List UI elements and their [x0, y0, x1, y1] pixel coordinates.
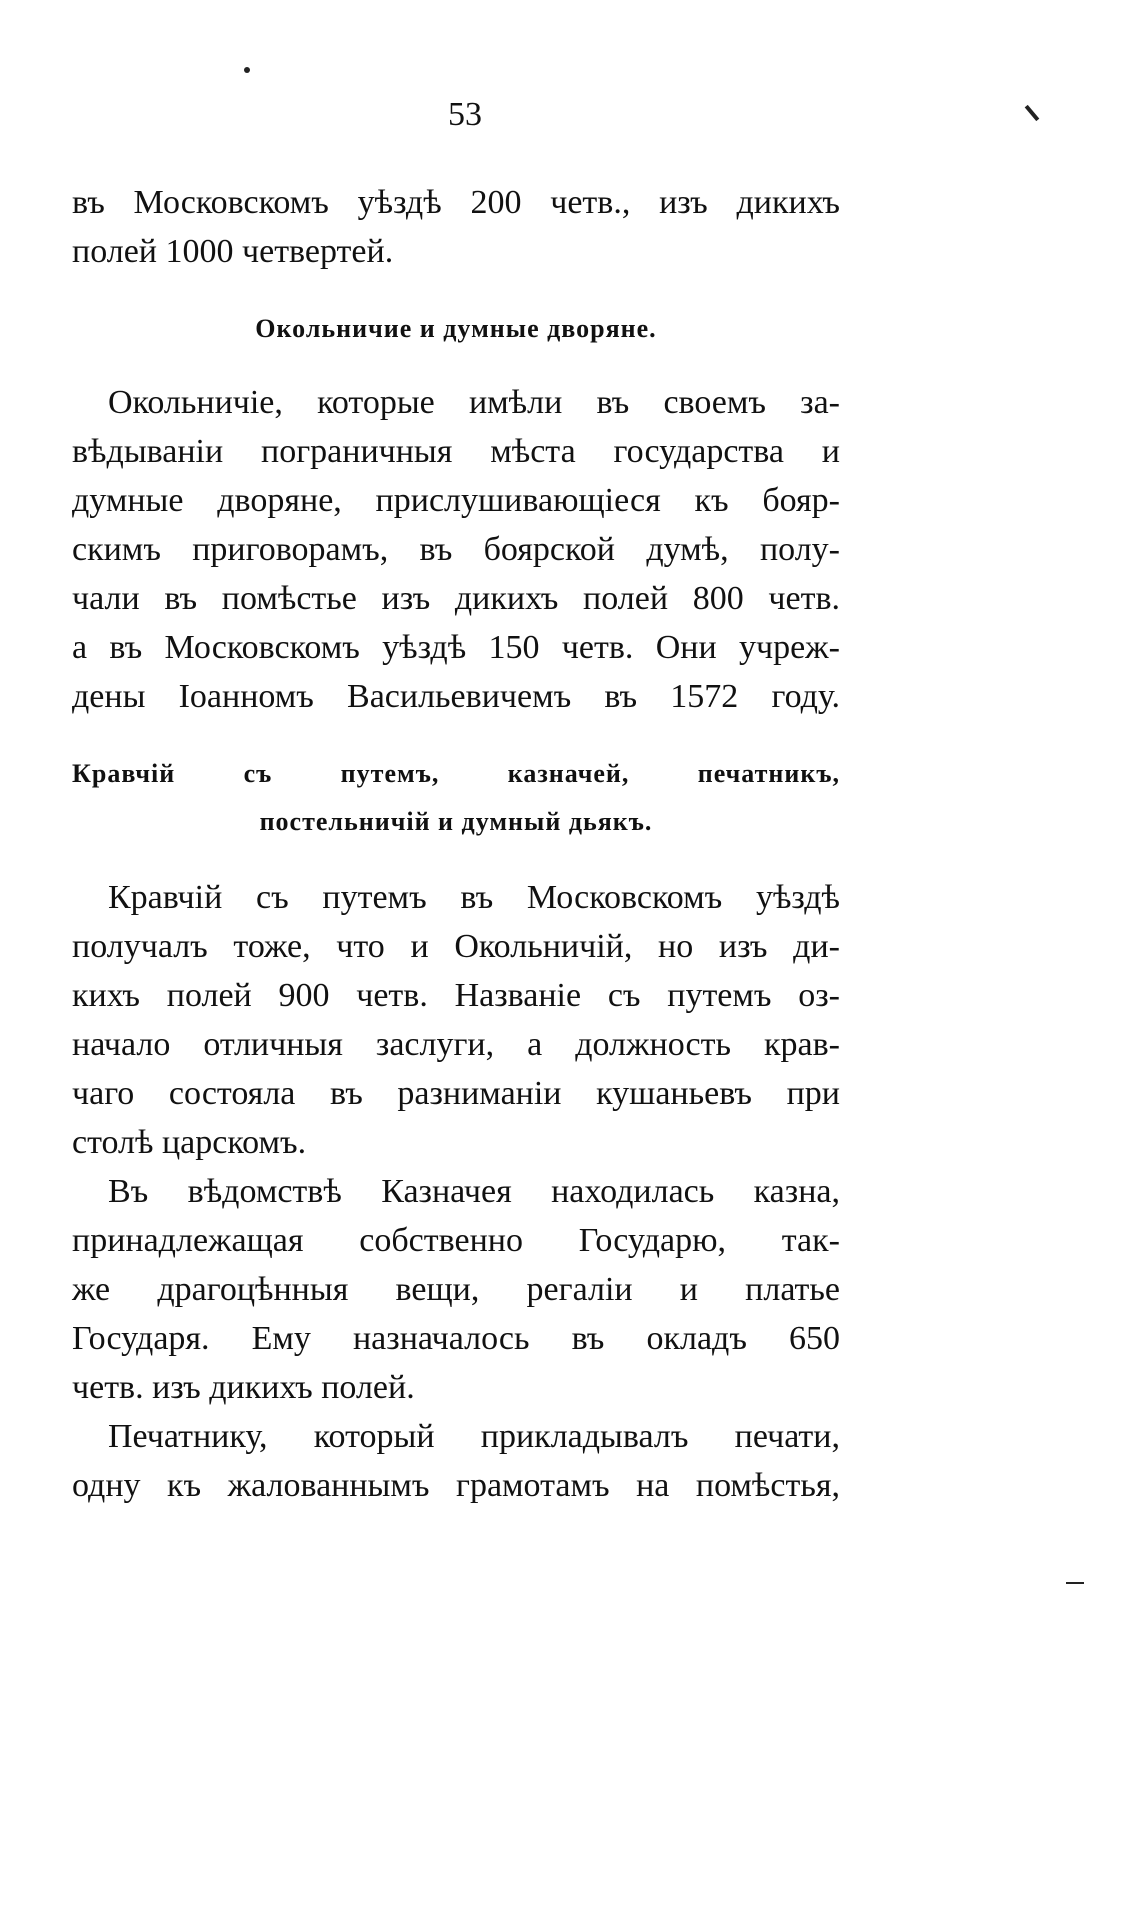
text-line: а въ Московскомъ уѣздѣ 150 четв. Они учреж-	[72, 629, 840, 666]
scan-speck	[1025, 105, 1040, 121]
paragraph	[72, 1412, 840, 1510]
section-heading	[72, 305, 840, 353]
text-line: Окольничіе, которые имѣли въ своемъ за-	[108, 384, 840, 421]
heading-line: Кравчій съ путемъ, казначей, печатникъ,	[72, 759, 840, 788]
text-line: кихъ полей 900 четв. Названіе съ путемъ оз-	[72, 977, 840, 1014]
scan-speck	[244, 67, 250, 73]
text-line: принадлежащая собственно Государю, так-	[72, 1222, 840, 1259]
page-number: 53	[448, 96, 482, 133]
scan-speck	[1066, 1582, 1084, 1584]
text-line: скимъ приговорамъ, въ боярской думѣ, полу-	[72, 531, 840, 568]
text-line: Кравчій съ путемъ въ Московскомъ уѣздѣ	[108, 879, 840, 916]
text-line: чали въ помѣстье изъ дикихъ полей 800 четв.	[72, 580, 840, 617]
text-line: Печатнику, который прикладывалъ печати,	[108, 1418, 840, 1455]
text-line: одну къ жалованнымъ грамотамъ на помѣстья,	[72, 1467, 840, 1504]
text-line: Въ вѣдомствѣ Казначея находилась казна,	[108, 1173, 840, 1210]
text-line: начало отличныя заслуги, а должность крав-	[72, 1026, 840, 1063]
text-line: столѣ царскомъ.	[72, 1124, 307, 1161]
paragraph	[72, 873, 840, 1167]
text-line: въ Московскомъ уѣздѣ 200 четв., изъ дикихъ	[72, 184, 840, 221]
section-heading	[72, 750, 840, 846]
heading-line: Окольничие и думные дворяне.	[255, 314, 657, 343]
text-line: полей 1000 четвертей.	[72, 233, 394, 270]
text-line: получалъ тоже, что и Окольничій, но изъ ди-	[72, 928, 840, 965]
heading-line: постельничій и думный дьякъ.	[259, 807, 653, 836]
text-line: думные дворяне, прислушивающіеся къ бояр-	[72, 482, 840, 519]
text-line: дены Іоанномъ Васильевичемъ въ 1572 году.	[72, 678, 840, 715]
paragraph	[72, 378, 840, 721]
paragraph	[72, 1167, 840, 1412]
paragraph-continuation	[72, 178, 840, 276]
text-line: чаго состояла въ разниманіи кушаньевъ при	[72, 1075, 840, 1112]
text-line: Государя. Ему назначалось въ окладъ 650	[72, 1320, 840, 1357]
text-line: вѣдываніи пограничныя мѣста государства и	[72, 433, 840, 470]
text-line: четв. изъ дикихъ полей.	[72, 1369, 415, 1406]
text-line: же драгоцѣнныя вещи, регаліи и платье	[72, 1271, 840, 1308]
